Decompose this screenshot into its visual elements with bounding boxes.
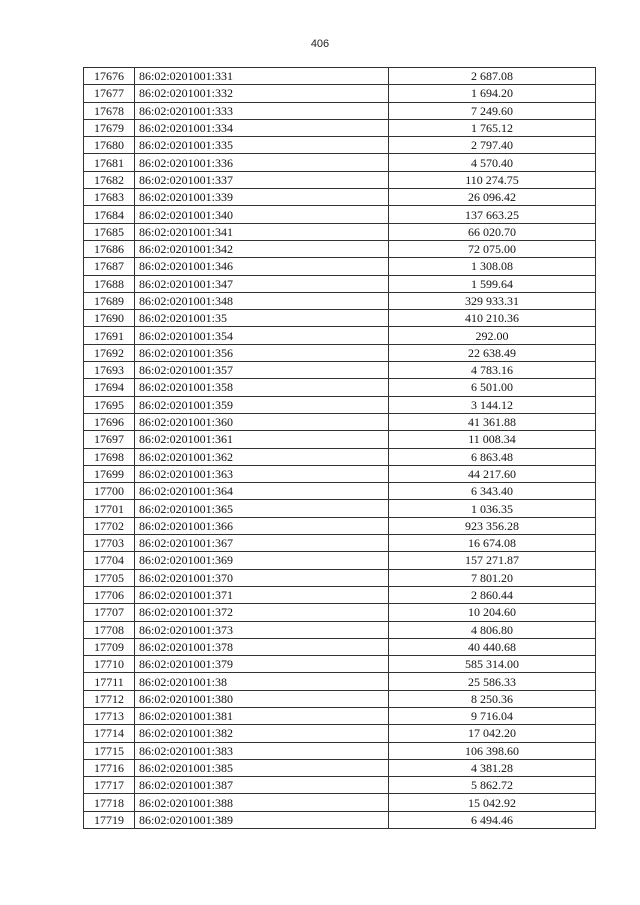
row-number-cell: 17681 [84,154,135,171]
value-cell: 2 687.08 [389,68,596,85]
cadastral-number-cell: 86:02:0201001:341 [135,223,389,240]
table-row [84,344,596,361]
row-number-cell: 17688 [84,275,135,292]
value-cell: 8 250.36 [389,690,596,707]
value-cell: 1 036.35 [389,500,596,517]
table-row [84,327,596,344]
value-cell: 26 096.42 [389,189,596,206]
table-row [84,223,596,240]
row-number-cell: 17713 [84,707,135,724]
row-number-cell: 17709 [84,638,135,655]
row-number-cell: 17719 [84,811,135,828]
value-cell: 157 271.87 [389,552,596,569]
cadastral-number-cell: 86:02:0201001:332 [135,85,389,102]
row-number-cell: 17714 [84,725,135,742]
value-cell: 2 860.44 [389,586,596,603]
row-number-cell: 17678 [84,102,135,119]
row-number-cell: 17716 [84,759,135,776]
cadastral-number-cell: 86:02:0201001:380 [135,690,389,707]
value-cell: 3 144.12 [389,396,596,413]
table-row [84,275,596,292]
value-cell: 1 599.64 [389,275,596,292]
table-row [84,621,596,638]
table-row [84,725,596,742]
value-cell: 66 020.70 [389,223,596,240]
value-cell: 6 863.48 [389,448,596,465]
value-cell: 10 204.60 [389,604,596,621]
row-number-cell: 17705 [84,569,135,586]
row-number-cell: 17692 [84,344,135,361]
table-body [84,68,596,829]
table-row [84,707,596,724]
value-cell: 2 797.40 [389,137,596,154]
value-cell: 110 274.75 [389,171,596,188]
value-cell: 4 570.40 [389,154,596,171]
value-cell: 410 210.36 [389,310,596,327]
table-row [84,68,596,85]
cadastral-number-cell: 86:02:0201001:388 [135,794,389,811]
cadastral-number-cell: 86:02:0201001:363 [135,465,389,482]
value-cell: 1 694.20 [389,85,596,102]
table-row [84,794,596,811]
value-cell: 40 440.68 [389,638,596,655]
value-cell: 41 361.88 [389,413,596,430]
cadastral-number-cell: 86:02:0201001:358 [135,379,389,396]
table-row [84,759,596,776]
row-number-cell: 17702 [84,517,135,534]
row-number-cell: 17699 [84,465,135,482]
cadastral-number-cell: 86:02:0201001:359 [135,396,389,413]
row-number-cell: 17677 [84,85,135,102]
cadastral-number-cell: 86:02:0201001:356 [135,344,389,361]
value-cell: 6 501.00 [389,379,596,396]
table-row [84,206,596,223]
row-number-cell: 17690 [84,310,135,327]
cadastral-number-cell: 86:02:0201001:354 [135,327,389,344]
row-number-cell: 17685 [84,223,135,240]
value-cell: 22 638.49 [389,344,596,361]
row-number-cell: 17715 [84,742,135,759]
table-row [84,362,596,379]
table-row [84,569,596,586]
cadastral-number-cell: 86:02:0201001:366 [135,517,389,534]
cadastral-number-cell: 86:02:0201001:389 [135,811,389,828]
value-cell: 7 249.60 [389,102,596,119]
cadastral-number-cell: 86:02:0201001:373 [135,621,389,638]
table-row [84,604,596,621]
cadastral-number-cell: 86:02:0201001:371 [135,586,389,603]
row-number-cell: 17695 [84,396,135,413]
value-cell: 16 674.08 [389,535,596,552]
table-row [84,448,596,465]
table-row [84,777,596,794]
cadastral-number-cell: 86:02:0201001:38 [135,673,389,690]
table-row [84,535,596,552]
table-row [84,102,596,119]
cadastral-number-cell: 86:02:0201001:340 [135,206,389,223]
row-number-cell: 17696 [84,413,135,430]
row-number-cell: 17679 [84,119,135,136]
row-number-cell: 17687 [84,258,135,275]
value-cell: 329 933.31 [389,292,596,309]
table-row [84,240,596,257]
row-number-cell: 17710 [84,656,135,673]
value-cell: 292.00 [389,327,596,344]
cadastral-number-cell: 86:02:0201001:369 [135,552,389,569]
cadastral-number-cell: 86:02:0201001:382 [135,725,389,742]
cadastral-number-cell: 86:02:0201001:347 [135,275,389,292]
table-row [84,396,596,413]
value-cell: 15 042.92 [389,794,596,811]
row-number-cell: 17711 [84,673,135,690]
table-row [84,189,596,206]
row-number-cell: 17717 [84,777,135,794]
cadastral-number-cell: 86:02:0201001:387 [135,777,389,794]
value-cell: 6 343.40 [389,483,596,500]
value-cell: 4 783.16 [389,362,596,379]
row-number-cell: 17686 [84,240,135,257]
row-number-cell: 17698 [84,448,135,465]
value-cell: 1 765.12 [389,119,596,136]
table-row [84,811,596,828]
value-cell: 585 314.00 [389,656,596,673]
page-number: 406 [310,38,330,50]
cadastral-number-cell: 86:02:0201001:333 [135,102,389,119]
table-row [84,638,596,655]
row-number-cell: 17718 [84,794,135,811]
cadastral-number-cell: 86:02:0201001:334 [135,119,389,136]
row-number-cell: 17706 [84,586,135,603]
row-number-cell: 17700 [84,483,135,500]
cadastral-number-cell: 86:02:0201001:35 [135,310,389,327]
table-row [84,742,596,759]
value-cell: 25 586.33 [389,673,596,690]
table-row [84,500,596,517]
row-number-cell: 17703 [84,535,135,552]
cadastral-number-cell: 86:02:0201001:381 [135,707,389,724]
row-number-cell: 17691 [84,327,135,344]
cadastral-number-cell: 86:02:0201001:346 [135,258,389,275]
value-cell: 17 042.20 [389,725,596,742]
row-number-cell: 17676 [84,68,135,85]
value-cell: 4 381.28 [389,759,596,776]
row-number-cell: 17689 [84,292,135,309]
row-number-cell: 17712 [84,690,135,707]
value-cell: 137 663.25 [389,206,596,223]
cadastral-number-cell: 86:02:0201001:383 [135,742,389,759]
cadastral-number-cell: 86:02:0201001:385 [135,759,389,776]
row-number-cell: 17693 [84,362,135,379]
cadastral-number-cell: 86:02:0201001:336 [135,154,389,171]
cadastral-number-cell: 86:02:0201001:331 [135,68,389,85]
table-row [84,483,596,500]
row-number-cell: 17708 [84,621,135,638]
cadastral-number-cell: 86:02:0201001:370 [135,569,389,586]
value-cell: 1 308.08 [389,258,596,275]
table-row [84,119,596,136]
table-row [84,690,596,707]
row-number-cell: 17694 [84,379,135,396]
row-number-cell: 17707 [84,604,135,621]
table-row [84,431,596,448]
row-number-cell: 17680 [84,137,135,154]
cadastral-number-cell: 86:02:0201001:378 [135,638,389,655]
table-row [84,552,596,569]
table-row [84,137,596,154]
row-number-cell: 17684 [84,206,135,223]
cadastral-number-cell: 86:02:0201001:361 [135,431,389,448]
value-cell: 6 494.46 [389,811,596,828]
row-number-cell: 17682 [84,171,135,188]
row-number-cell: 17683 [84,189,135,206]
cadastral-number-cell: 86:02:0201001:362 [135,448,389,465]
cadastral-number-cell: 86:02:0201001:367 [135,535,389,552]
cadastral-number-cell: 86:02:0201001:337 [135,171,389,188]
cadastral-number-cell: 86:02:0201001:357 [135,362,389,379]
table-row [84,310,596,327]
row-number-cell: 17697 [84,431,135,448]
row-number-cell: 17701 [84,500,135,517]
value-cell: 9 716.04 [389,707,596,724]
value-cell: 7 801.20 [389,569,596,586]
cadastral-number-cell: 86:02:0201001:379 [135,656,389,673]
table-row [84,85,596,102]
value-cell: 44 217.60 [389,465,596,482]
value-cell: 4 806.80 [389,621,596,638]
cadastral-number-cell: 86:02:0201001:372 [135,604,389,621]
table-row [84,673,596,690]
cadastral-number-cell: 86:02:0201001:342 [135,240,389,257]
cadastral-number-cell: 86:02:0201001:360 [135,413,389,430]
table-row [84,413,596,430]
cadastral-number-cell: 86:02:0201001:339 [135,189,389,206]
cadastral-number-cell: 86:02:0201001:365 [135,500,389,517]
table-row [84,517,596,534]
table-row [84,171,596,188]
table-row [84,586,596,603]
table-row [84,656,596,673]
value-cell: 923 356.28 [389,517,596,534]
table-row [84,465,596,482]
cadastral-value-table [83,67,596,829]
value-cell: 5 862.72 [389,777,596,794]
row-number-cell: 17704 [84,552,135,569]
value-cell: 106 398.60 [389,742,596,759]
table-row [84,258,596,275]
table-row [84,154,596,171]
value-cell: 72 075.00 [389,240,596,257]
cadastral-number-cell: 86:02:0201001:364 [135,483,389,500]
cadastral-number-cell: 86:02:0201001:335 [135,137,389,154]
table-row [84,292,596,309]
value-cell: 11 008.34 [389,431,596,448]
cadastral-number-cell: 86:02:0201001:348 [135,292,389,309]
table-row [84,379,596,396]
